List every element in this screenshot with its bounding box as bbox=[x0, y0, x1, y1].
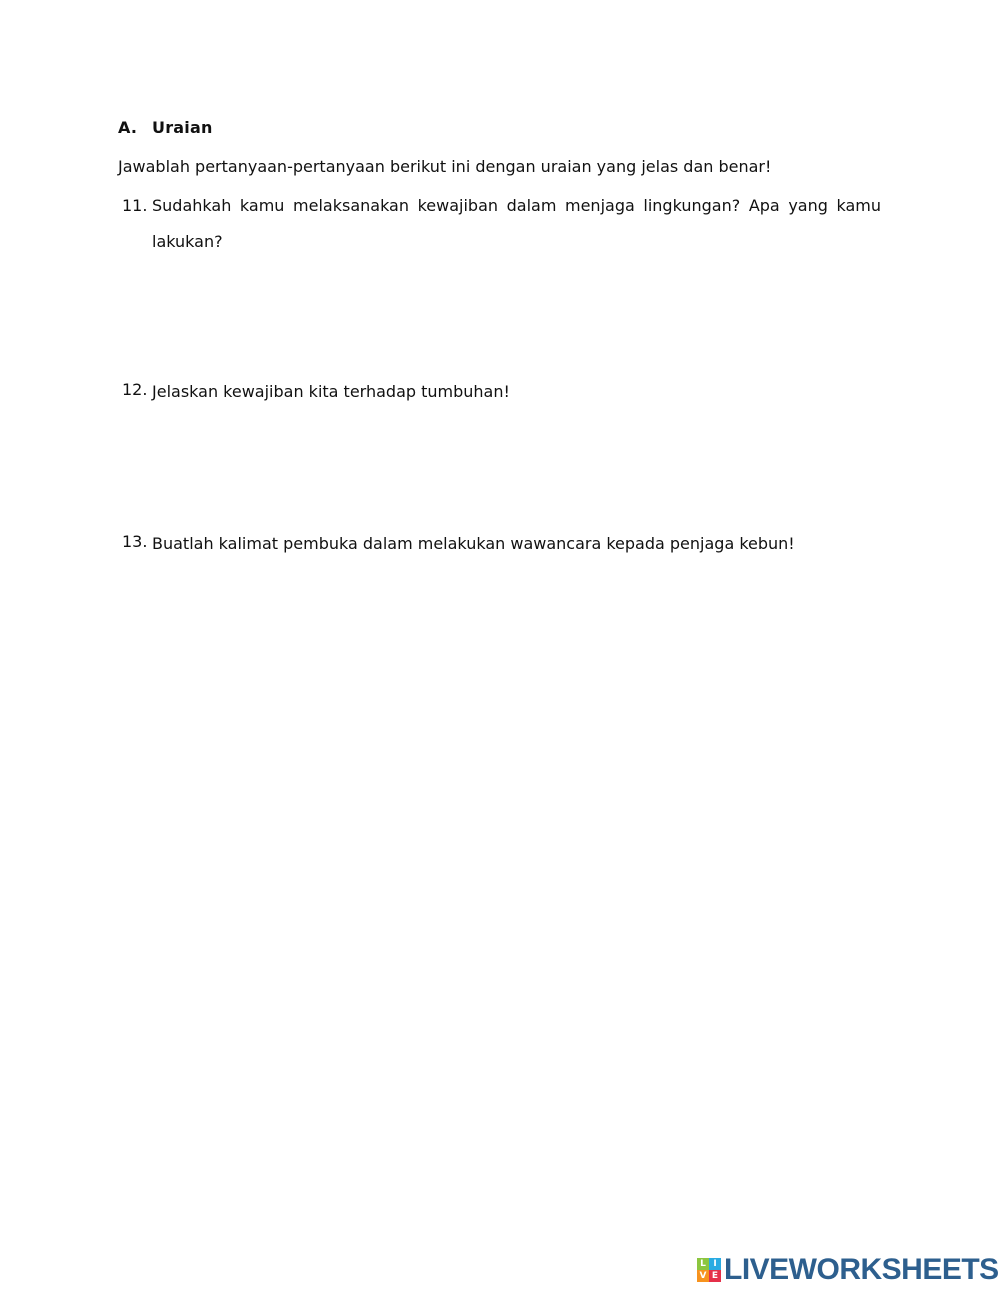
question-text: Jelaskan kewajiban kita terhadap tumbuhan! bbox=[152, 382, 510, 401]
logo-letter: I bbox=[709, 1258, 721, 1270]
question-number: 12. bbox=[122, 380, 148, 399]
question-number: 11. bbox=[122, 196, 148, 215]
question-item bbox=[118, 188, 881, 260]
question-item bbox=[118, 380, 881, 404]
question-item bbox=[118, 532, 881, 556]
question-text: Buatlah kalimat pembuka dalam melakukan wawancara kepada penjaga kebun! bbox=[152, 534, 795, 553]
section-heading bbox=[118, 118, 213, 137]
question-text: Sudahkah kamu melaksanakan kewajiban dalam menjaga lingkungan? Apa yang kamu lakukan? bbox=[152, 196, 881, 251]
section-letter: A. bbox=[118, 118, 138, 137]
section-title: Uraian bbox=[152, 118, 213, 137]
question-number: 13. bbox=[122, 532, 148, 551]
logo-letter: E bbox=[709, 1270, 721, 1282]
instruction-text: Jawablah pertanyaan-pertanyaan berikut ini dengan uraian yang jelas dan benar! bbox=[118, 157, 772, 176]
liveworksheets-brand bbox=[697, 1255, 999, 1285]
brand-name: LIVEWORKSHEETS bbox=[724, 1253, 999, 1286]
logo-letter: V bbox=[697, 1270, 709, 1282]
liveworksheets-logo-icon bbox=[697, 1258, 721, 1282]
logo-letter: L bbox=[697, 1258, 709, 1270]
